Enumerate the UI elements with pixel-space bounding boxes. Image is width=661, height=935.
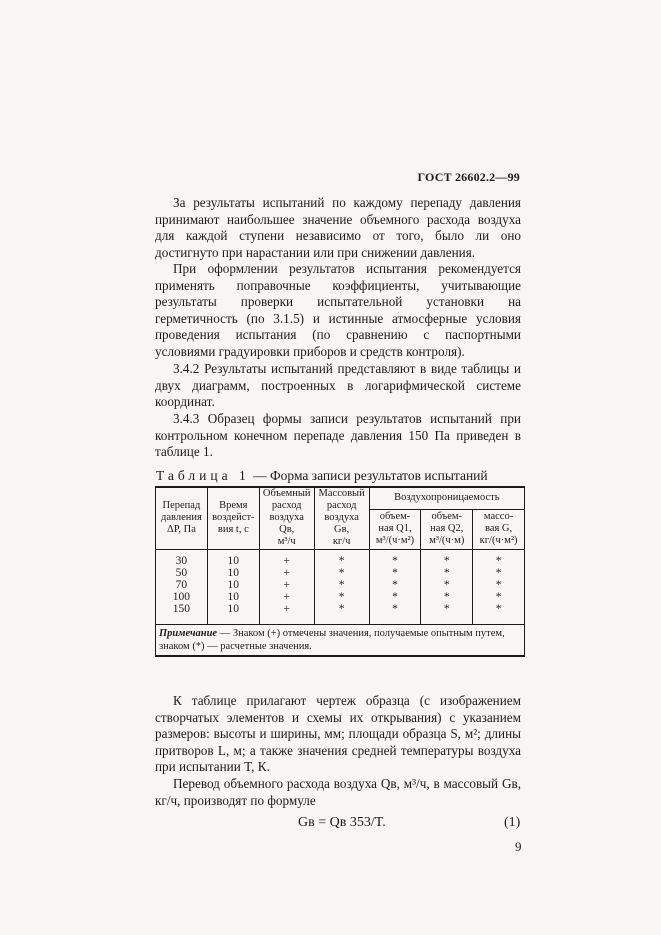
page-number: 9 [515, 839, 522, 854]
table-note-text: — Знаком (+) отмечены значения, получаемые опытным путем, знаком (*) — расчетные значения. [159, 627, 505, 652]
paragraph-conversion: Перевод объемного расхода воздуха Qв, м³/ч, в массовый Gв, кг/ч, производят по формуле [155, 776, 521, 808]
header-volume-flow: Объемный расход воздуха Qв, м³/ч [259, 487, 314, 549]
table-caption-label: Таблица 1 [156, 468, 250, 483]
table-note [156, 624, 525, 656]
header-mass-per-area: массо- вая G, кг/(ч·м²) [473, 509, 525, 549]
formula: Gв = Qв 353/T. [298, 815, 386, 830]
table-row: 100 10 + * * * * [156, 591, 525, 603]
standard-header: ГОСТ 26602.2—99 [417, 170, 520, 184]
header-volume-per-area: объем- ная Q1, м³/(ч·м²) [369, 509, 421, 549]
formula-number: (1) [504, 815, 521, 830]
table-row: 70 10 + * * * * [156, 579, 525, 591]
paragraph-3-4-2: 3.4.2 Результаты испытаний представляют в виде таблицы и двух диаграмм, построенных в логарифмической системе координат. [155, 361, 521, 410]
paragraph-results: За результаты испытаний по каждому перепаду давления принимают наибольшее значение объемного расхода воздуха для каждой ступени независимо от того, было ли оно достигнуто при нарастании или при снижении давления. [155, 195, 521, 260]
header-volume-per-length: объем- ная Q2, м³/(ч·м) [421, 509, 473, 549]
table-row: 30 10 + * * * * [156, 555, 525, 567]
header-exposure-time: Время воздейст- вия t, с [207, 487, 259, 549]
header-pressure-drop: Перепад давления ΔP, Па [156, 487, 208, 549]
paragraph-drawing: К таблице прилагают чертеж образца (с изображением створчатых элементов и схемы их открывания) с указанием размеров: высоты и ширины, мм; площади образца S, м²; длины притворов L, м; а также значения средней температуры воздуха при испытании T, К. [155, 693, 521, 775]
paragraph-corrections: При оформлении результатов испытания рекомендуется применять поправочные коэффициенты, учитывающие результаты проверки испытательной установки на герметичность (по 3.1.5) и истинные атмосферные условия проведения испытания (по сравнению с паспортными условиями градуировки приборов и средств контроля). [155, 261, 521, 359]
header-mass-flow: Массовый расход воздуха Gв, кг/ч [314, 487, 369, 549]
table-caption [156, 468, 526, 484]
paragraph-3-4-3: 3.4.3 Образец формы записи результатов испытаний при контрольном конечном перепаде давления 150 Па приведен в таблице 1. [155, 411, 521, 460]
results-table [155, 486, 525, 657]
table-row: 150 10 + * * * * [156, 603, 525, 615]
table-note-label: Примечание [159, 627, 218, 639]
table-caption-text: — Форма записи результатов испытаний [249, 468, 488, 483]
header-air-permeability: Воздухопроницаемость [369, 487, 524, 509]
table-row: 50 10 + * * * * [156, 567, 525, 579]
